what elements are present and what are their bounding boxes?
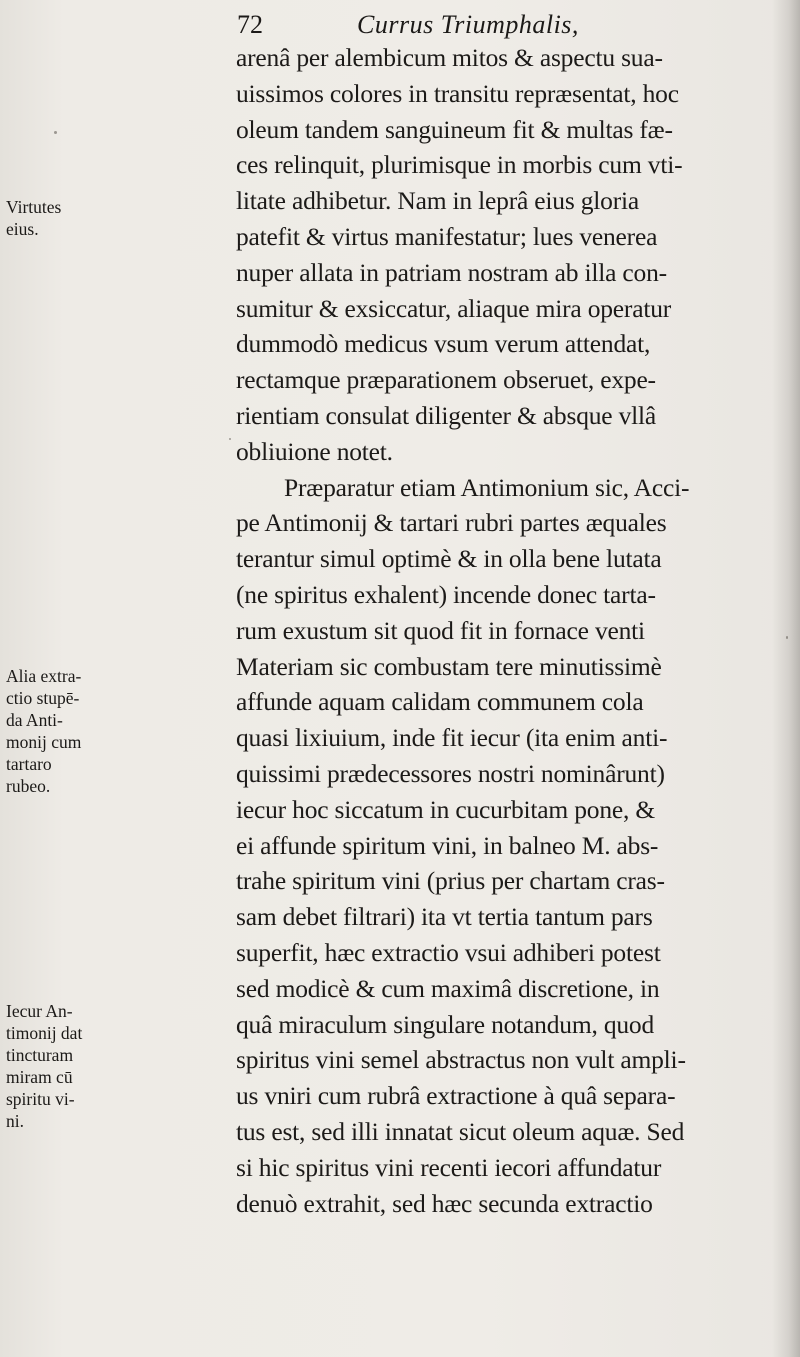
text-line: obliuione notet. <box>236 436 393 466</box>
margin-note-line: spiritu vi- <box>6 1089 75 1109</box>
margin-note-line: timonij dat <box>6 1023 83 1043</box>
margin-note-line: tincturam <box>6 1045 74 1065</box>
text-line: affunde aquam calidam communem cola <box>236 687 644 717</box>
text-line: patefit & virtus manifestatur; lues venerea <box>236 221 658 251</box>
margin-note-line: rubeo. <box>6 776 51 796</box>
margin-note-line: Iecur An- <box>6 1001 73 1021</box>
text-line: pe Antimonij & tartari rubri partes æquales <box>236 508 667 538</box>
text-line: sumitur & exsiccatur, aliaque mira operatur <box>236 293 672 323</box>
page-number: 72 <box>237 10 263 39</box>
text-line: rum exustum sit quod fit in fornace venti <box>236 615 645 645</box>
margin-note-line: Virtutes <box>6 197 62 217</box>
ink-speck <box>54 131 57 134</box>
margin-note-alia-extractio <box>6 665 84 797</box>
ink-speck <box>229 438 231 440</box>
margin-note-line: da Anti- <box>6 710 63 730</box>
text-line: uissimos colores in transitu repræsentat, hoc <box>236 78 679 108</box>
text-line: sam debet filtrari) ita vt tertia tantum pars <box>236 902 653 932</box>
text-line: quasi lixiuium, inde fit iecur (ita enim anti- <box>236 723 668 753</box>
text-line: arenâ per alembicum mitos & aspectu sua- <box>236 43 663 72</box>
margin-note-line: miram cū <box>6 1067 73 1087</box>
text-line: spiritus vini semel abstractus non vult ampli- <box>236 1045 686 1075</box>
text-line: (ne spiritus exhalent) incende donec tarta- <box>236 579 656 609</box>
text-line: iecur hoc siccatum in cucurbitam pone, & <box>236 794 655 824</box>
text-line-paragraph-start: Præparatur etiam Antimonium sic, Acci- <box>284 472 690 502</box>
text-line: quissimi prædecessores nostri nominârunt) <box>236 758 665 788</box>
text-line: ces relinquit, plurimisque in morbis cum vti- <box>236 150 683 180</box>
margin-note-line: ctio stupē- <box>6 688 80 708</box>
running-title: Currus Triumphalis, <box>357 10 579 39</box>
text-line: dummodò medicus vsum verum attendat, <box>236 329 651 359</box>
text-line: quâ miraculum singulare notandum, quod <box>236 1009 655 1039</box>
ink-speck <box>786 636 788 639</box>
margin-note-virtutes <box>6 196 84 240</box>
page-header <box>237 10 697 44</box>
text-line: terantur simul optimè & in olla bene lutata <box>236 544 662 574</box>
margin-note-line: monij cum <box>6 732 82 752</box>
text-line: us vniri cum rubrâ extractione à quâ separa- <box>236 1081 676 1111</box>
text-line: superfit, hæc extractio vsui adhiberi potest <box>236 937 661 967</box>
text-line: denuò extrahit, sed hæc secunda extractio <box>236 1188 653 1218</box>
margin-note-line: ni. <box>6 1111 24 1131</box>
margin-note-line: Alia extra- <box>6 666 82 686</box>
text-line: sed modicè & cum maximâ discretione, in <box>236 973 660 1003</box>
text-line: nuper allata in patriam nostram ab illa con- <box>236 257 667 287</box>
page-edge-shadow <box>772 0 800 1357</box>
text-line: oleum tandem sanguineum fit & multas fæ- <box>236 114 673 144</box>
text-line: rectamque præparationem obseruet, expe- <box>236 365 656 395</box>
text-line: litate adhibetur. Nam in leprâ eius gloria <box>236 186 640 216</box>
margin-note-iecur <box>6 1000 84 1132</box>
margin-note-line: tartaro <box>6 754 52 774</box>
text-line: si hic spiritus vini recenti iecori affundatur <box>236 1152 662 1182</box>
text-line: ei affunde spiritum vini, in balneo M. abs- <box>236 830 659 860</box>
body-text <box>236 40 776 1221</box>
text-line: rientiam consulat diligenter & absque vllâ <box>236 400 657 430</box>
text-line: trahe spiritum vini (prius per chartam cras- <box>236 866 665 896</box>
text-line: tus est, sed illi innatat sicut oleum aquæ. Sed <box>236 1116 685 1146</box>
text-line: Materiam sic combustam tere minutissimè <box>236 651 662 681</box>
margin-note-line: eius. <box>6 219 39 239</box>
